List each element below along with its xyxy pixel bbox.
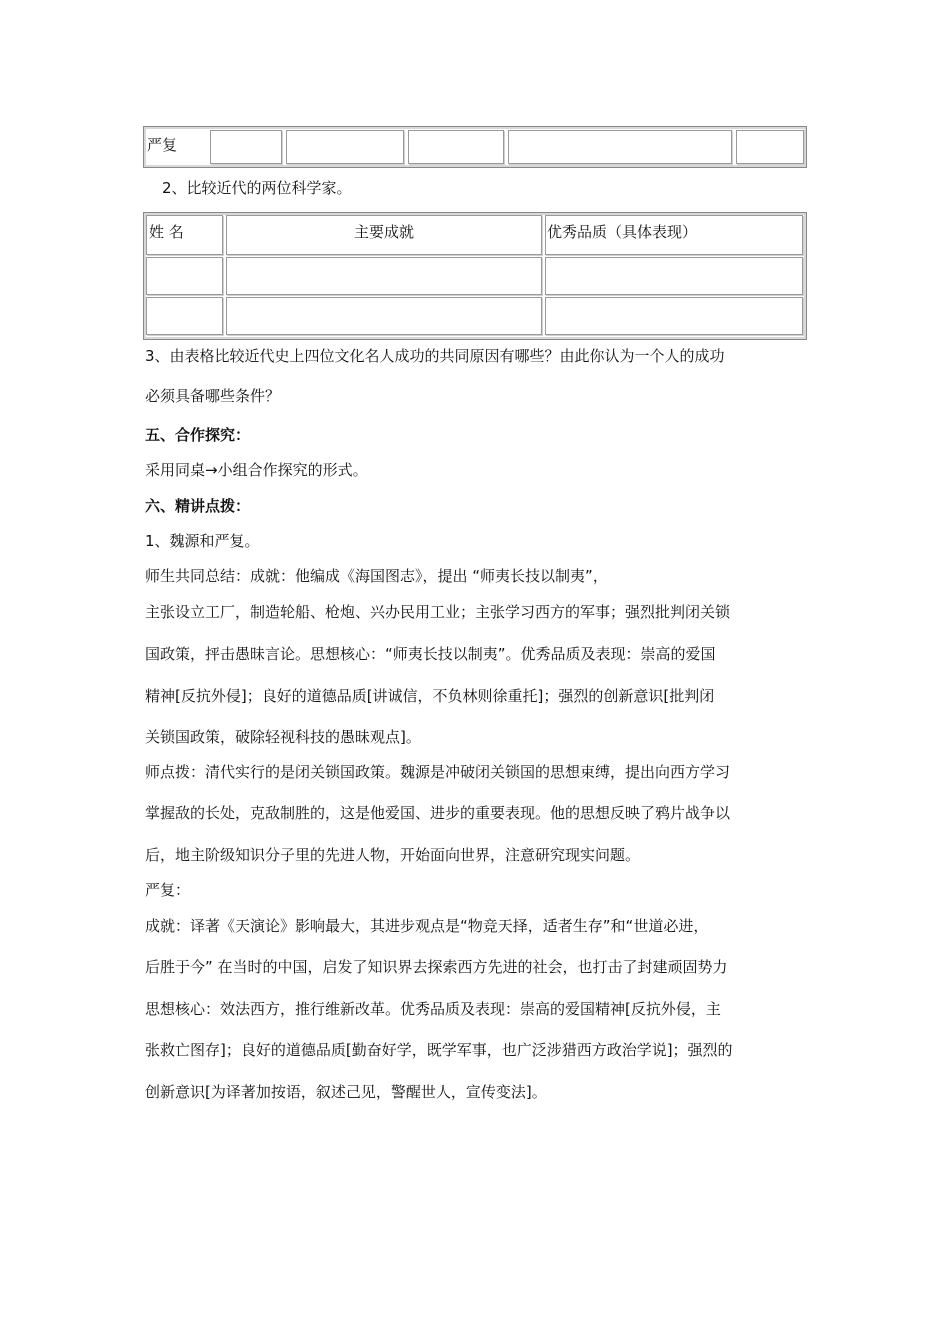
table2-cell	[146, 297, 223, 335]
table1-cell	[408, 130, 504, 164]
table2-cell	[545, 297, 803, 335]
wei-paragraph-line: 国政策，抨击愚昧言论。思想核心：“师夷长技以制夷”。优秀品质及表现：崇高的爱国	[145, 645, 716, 663]
table2-cell	[226, 297, 542, 335]
yan-paragraph-line: 张救亡图存]；良好的道德品质[勤奋好学，既学军事，也广泛涉猎西方政治学说]；强烈的	[145, 1041, 733, 1059]
section-5-title: 五、合作探究：	[145, 426, 251, 444]
teacher-note-line: 掌握敌的长处，克敌制胜的，这是他爱国、进步的重要表现。他的思想反映了鸦片战争以	[145, 804, 731, 822]
wei-paragraph-line: 精神[反抗外侵]；良好的道德品质[讲诚信，不负林则徐重托]；强烈的创新意识[批判闭	[145, 687, 715, 705]
section-6-title: 六、精讲点拨：	[145, 497, 251, 515]
table2-cell	[545, 257, 803, 295]
yan-paragraph-line: 创新意识[为译著加按语，叙述己见，警醒世人，宣传变法]。	[145, 1083, 547, 1101]
teacher-note-line: 后，地主阶级知识分子里的先进人物，开始面向世界，注意研究现实问题。	[145, 846, 641, 864]
wei-paragraph-line: 主张设立工厂，制造轮船、枪炮、兴办民用工业；主张学习西方的军事；强烈批判闭关锁	[145, 603, 731, 621]
table1-cell	[210, 130, 282, 164]
yan-paragraph-line: 成就：译著《天演论》影响最大，其进步观点是“物竞天择，适者生存”和“世道必进，	[145, 917, 709, 935]
table2-cell	[146, 257, 223, 295]
table1-cell	[508, 130, 732, 164]
wei-paragraph-line: 关锁国政策，破除轻视科技的愚昧观点]。	[145, 728, 421, 746]
header-name: 姓 名	[146, 215, 223, 255]
table1-row-label: 严复	[147, 136, 178, 154]
table1-cell	[736, 130, 804, 164]
teacher-note-line: 师点拨：清代实行的是闭关锁国政策。魏源是冲破闭关锁国的思想束缚，提出向西方学习	[145, 763, 731, 781]
yan-paragraph-line: 后胜于今” 在当时的中国，启发了知识界去探索西方先进的社会，也打击了封建顽固势力	[145, 958, 728, 976]
question-3-line-1: 3、由表格比较近代史上四位文化名人成功的共同原因有哪些？由此你认为一个人的成功	[145, 347, 725, 365]
table1-cell	[286, 130, 404, 164]
wei-summary: 师生共同总结：成就：他编成《海国图志》，提出 “师夷长技以制夷”，	[145, 567, 608, 585]
comparison-table-1	[143, 126, 807, 168]
item-1-title: 1、魏源和严复。	[145, 532, 260, 550]
scientists-table	[143, 212, 807, 340]
header-quality: 优秀品质（具体表现）	[545, 215, 803, 255]
question-2: 2、比较近代的两位科学家。	[162, 179, 352, 197]
table2-cell	[226, 257, 542, 295]
header-achievement: 主要成就	[226, 215, 542, 255]
yan-title: 严复：	[145, 881, 191, 899]
yan-paragraph-line: 思想核心：效法西方，推行维新改革。优秀品质及表现：崇高的爱国精神[反抗外侵，主	[145, 1000, 721, 1018]
question-3-line-2: 必须具备哪些条件？	[145, 387, 281, 405]
section-5-text: 采用同桌→小组合作探究的形式。	[145, 461, 368, 479]
